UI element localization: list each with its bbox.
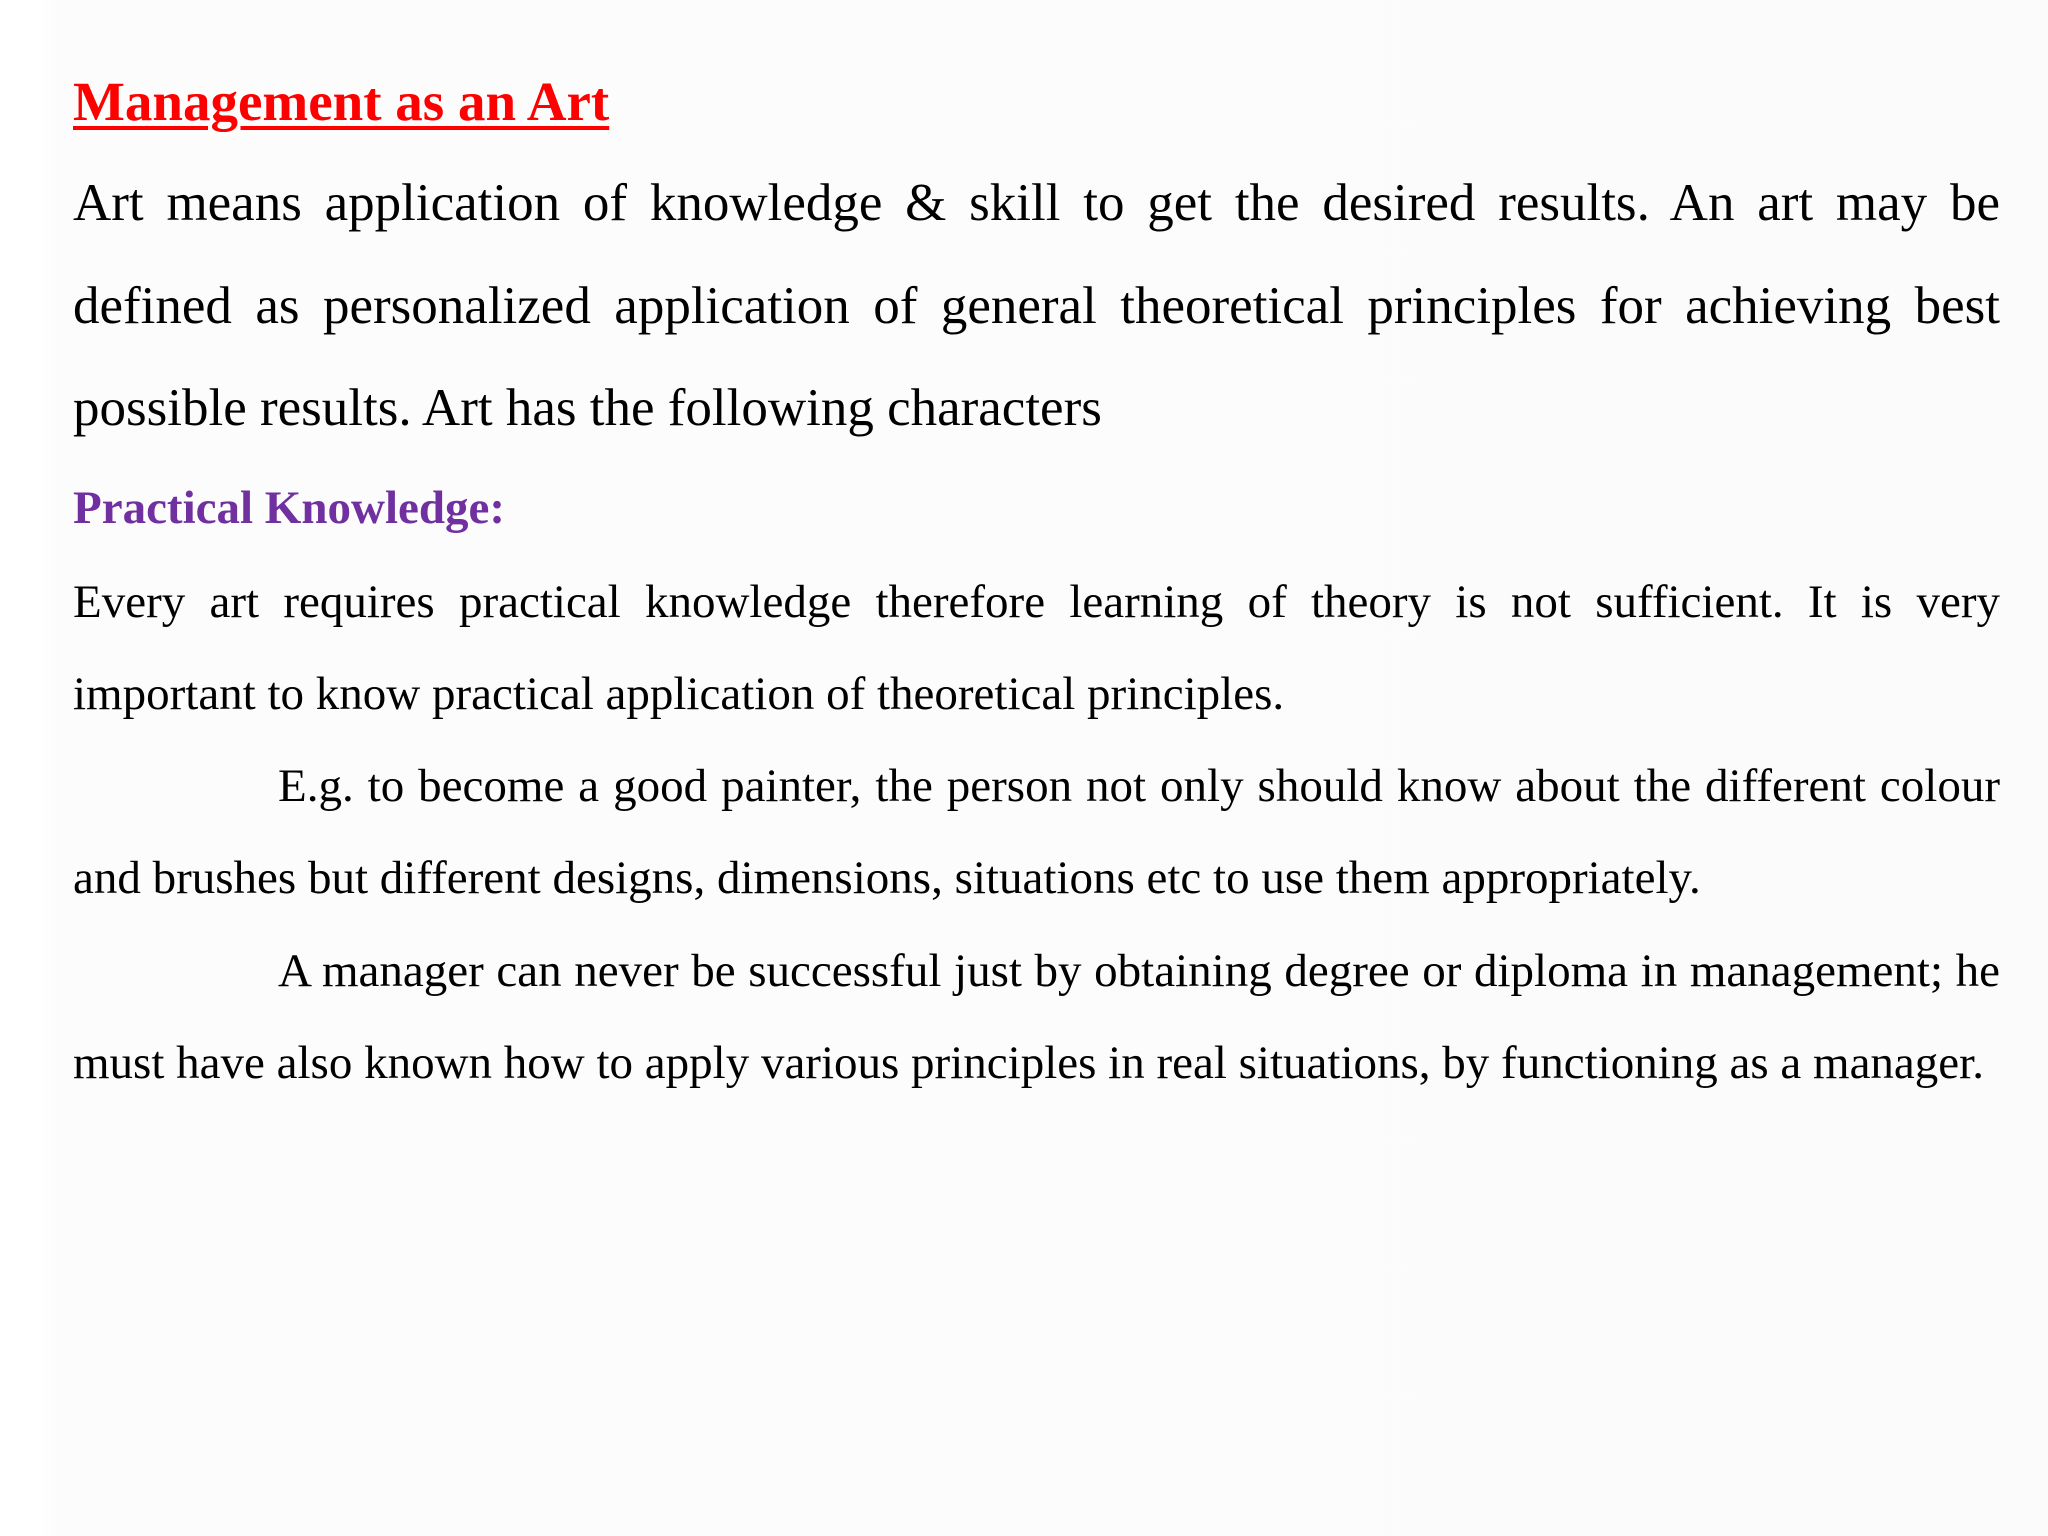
intro-paragraph: Art means application of knowledge & skill to get the desired results. An art may be defined as personalized application of general theoretical principles for achieving best possible results. Art has the following characters [73, 174, 2000, 437]
example-paragraph: E.g. to become a good painter, the person not only should know about the different colour and brushes but different designs, dimensions, situations etc to use them appropriately. [73, 760, 2000, 905]
page-title: Management as an Art [73, 71, 610, 132]
section-paragraph: Every art requires practical knowledge therefore learning of theory is not sufficient. It is very important to know practical application of theoretical principles. [73, 575, 2000, 720]
slide-content [73, 62, 2000, 1109]
manager-paragraph: A manager can never be successful just by obtaining degree or diploma in management; he must have also known how to apply various principles in real situations, by functioning as a manager. [73, 944, 2000, 1089]
section-heading: Practical Knowledge: [73, 481, 506, 534]
